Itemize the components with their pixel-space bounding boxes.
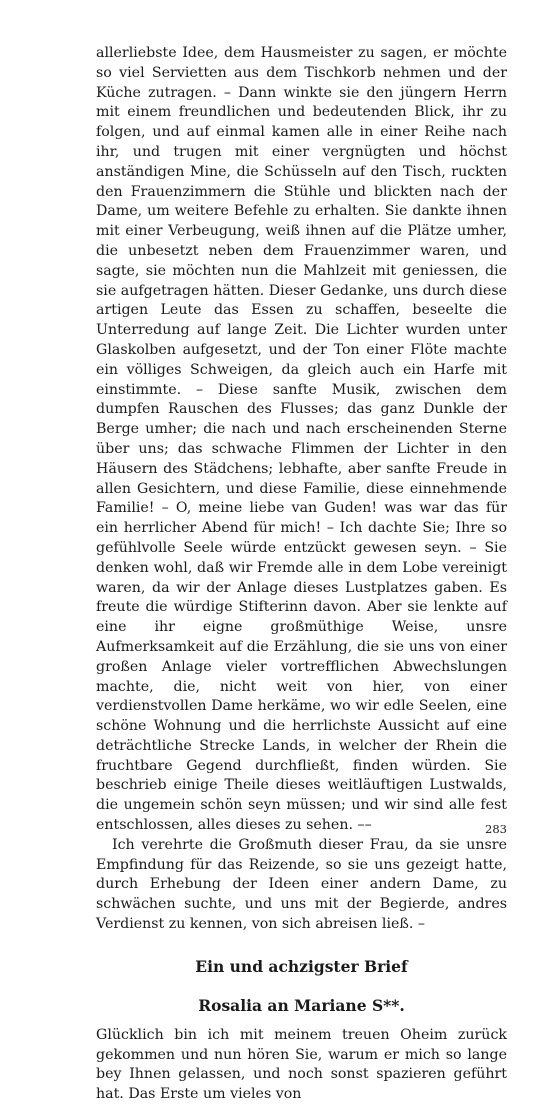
page-body: [96, 44, 507, 1105]
letter-subtitle: Rosalia an Mariane S**.: [198, 995, 405, 1015]
letter-title: Ein und achzigster Brief: [195, 956, 408, 976]
page-number: 283: [485, 822, 507, 836]
body-paragraph: Ich verehrte die Großmuth dieser Frau, da sie unsre Empfindung für das Reizende, so sie uns gezeigt hatte, durch Erhebung der Ideen einer andern Dame, zu schwächen suchte, und uns mit der Begierde, andres Verdienst zu kennen, von sich abreisen ließ. –: [96, 836, 507, 933]
letter-opening-paragraph: Glücklich bin ich mit meinem treuen Oheim zurück gekommen und nun hören Sie, warum er mich so lange bey Ihnen gelassen, und noch sonst spazieren geführt hat. Das Erste um vieles von: [96, 1026, 507, 1103]
body-paragraph-continued: allerliebste Idee, dem Hausmeister zu sagen, er möchte so viel Servietten aus dem Tischkorb nehmen und der Küche zutragen. – Dann winkte sie den jüngern Herrn mit einem freundlichen und bedeutenden Blick, ihr zu folgen, und auf einmal kamen alle in einer Reihe nach ihr, und trugen mit einer vergnügten und höchst anständigen Mine, die Schüsseln auf den Tisch, ruckten den Frauenzimmern die Stühle und blickten nach der Dame, um weitere Befehle zu erhalten. Sie dankte ihnen mit einer Verbeugung, weiß ihnen auf die Plätze umher, die unbesetzt neben dem Frauenzimmer waren, und sagte, sie möchten nun die Mahlzeit mit geniessen, die sie aufgetragen hätten. Dieser Gedanke, uns durch diese artigen Leute das Essen zu schaffen, beseelte die Unterredung auf lange Zeit. Die Lichter wurden unter Glaskolben aufgesetzt, und der Ton einer Flöte machte ein völliges Schweigen, da gleich auch ein Harfe mit einstimmte. – Diese sanfte Musik, zwischen dem dumpfen Rauschen des Flusses; das ganz Dunkle der Berge umher; die nach und nach erscheinenden Sterne über uns; das schwache Flimmen der Lichter in den Häusern des Städchens; lebhafte, aber sanfte Freude in allen Gesichtern, und diese Familie, diese einnehmende Familie! – O, meine liebe van Guden! was war das für ein herrlicher Abend für mich! – Ich dachte Sie; Ihre so gefühlvolle Seele würde entzückt gewesen seyn. – Sie denken wohl, daß wir Fremde alle in dem Lobe vereinigt waren, da wir der Anlage dieses Lustplatzes gaben. Es freute die würdige Stifterinn davon. Aber sie lenkte auf eine ihr eigne großmüthige Weise, unsre Aufmerksamkeit auf die Erzählung, die sie uns von einer großen Anlage vieler vortrefflichen Abwechslungen machte, die, nicht weit von hier, von einer verdienstvollen Dame herkäme, wo wir edle Seelen, eine schöne Wohnung und die herrlichste Aussicht auf eine deträchtliche Strecke Lands, in welcher der Rhein die fruchtbare Gegend durchfließt, finden würden. Sie beschrieb einige Theile dieses weitläuftigen Lustwalds, die ungemein schön seyn müssen; und wir sind alle fest entschlossen, alles dieses zu sehen. ––: [96, 45, 507, 834]
